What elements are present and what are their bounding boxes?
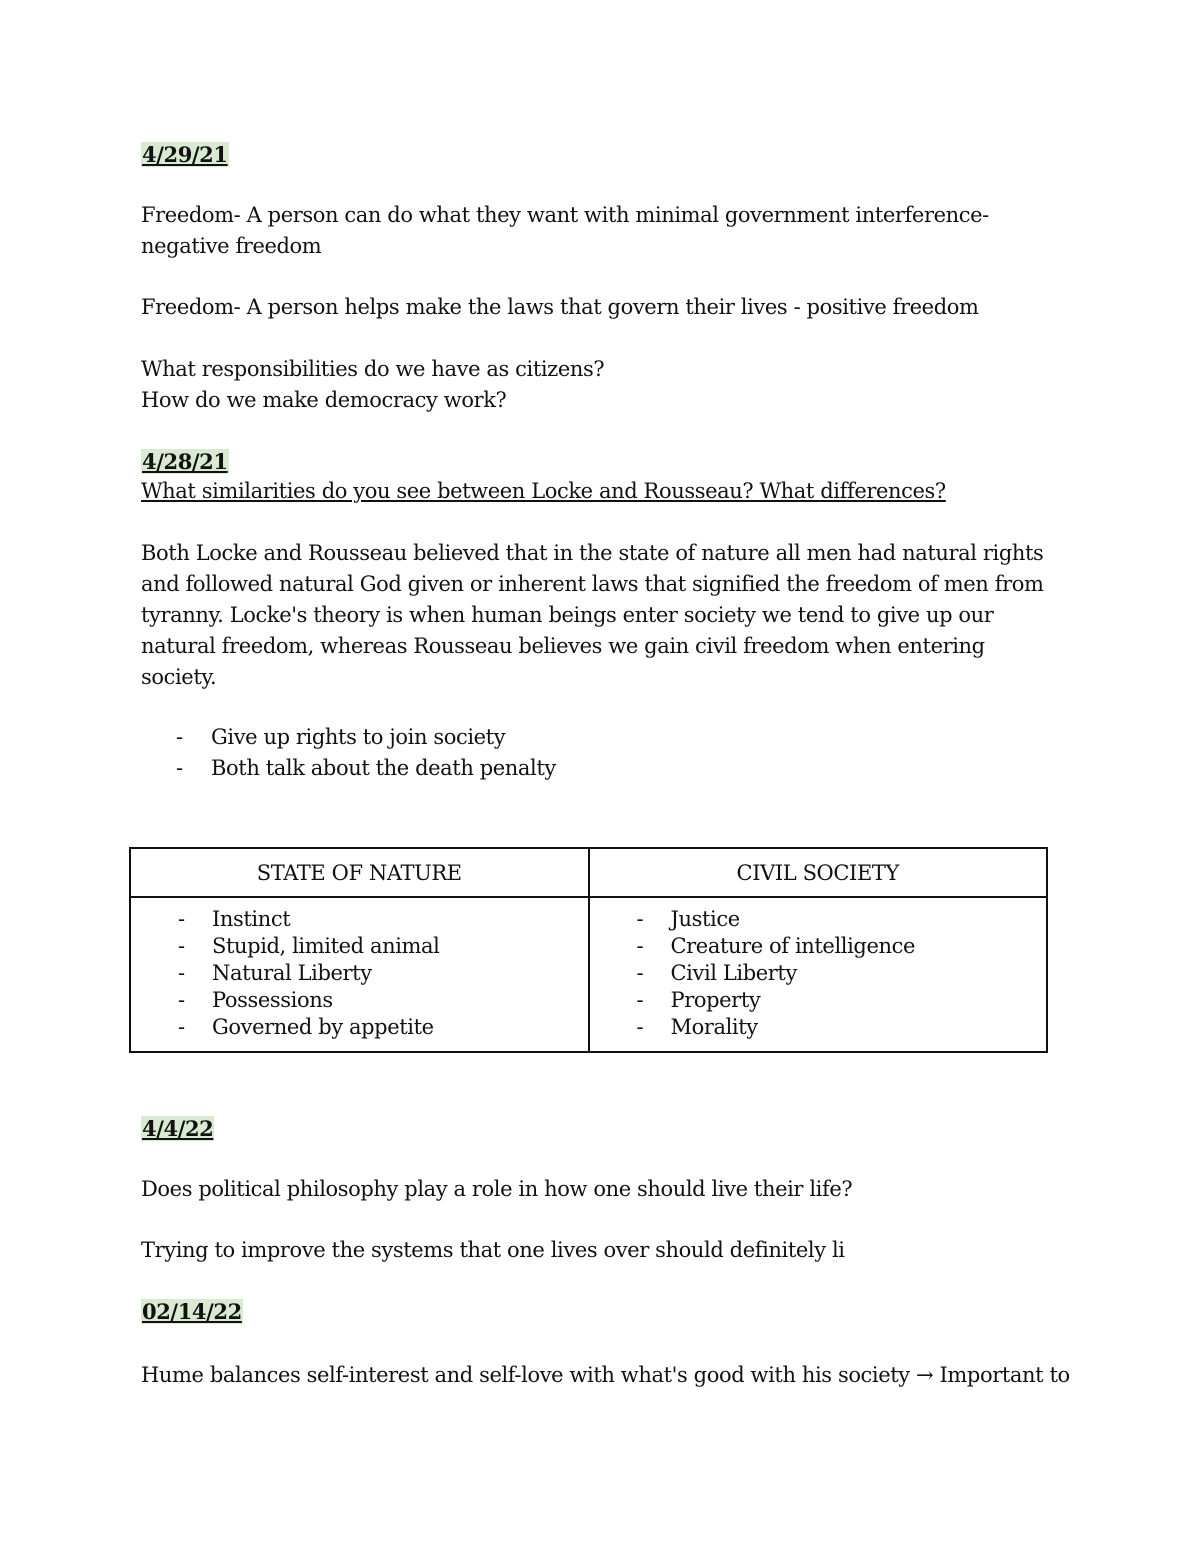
bullet-list — [172, 722, 556, 784]
date-label: 4/28/21 — [142, 449, 228, 474]
bullet-dash: - — [176, 756, 183, 780]
list-item — [590, 906, 1047, 933]
list-item-text: Instinct — [212, 907, 291, 931]
text-line: Trying to improve the systems that one lives over should definitely li — [141, 1238, 845, 1262]
bullet-dash: - — [178, 961, 185, 985]
list-item-text: Possessions — [212, 988, 333, 1012]
list-item — [131, 987, 588, 1014]
text-line: Hume balances self-interest and self-love with what's good with his society → Important to — [141, 1363, 1070, 1387]
question-line: Does political philosophy play a role in how one should live their life? — [141, 1177, 853, 1201]
bullet-dash: - — [636, 988, 644, 1012]
comparison-table — [129, 847, 1048, 1053]
section-date — [141, 139, 229, 171]
section-date — [141, 1113, 214, 1145]
list-item — [131, 906, 588, 933]
table-header-cell: CIVIL SOCIETY — [589, 848, 1048, 897]
text-line: Freedom- A person helps make the laws that govern their lives - positive freedom — [141, 295, 979, 319]
bullet-dash: - — [178, 988, 185, 1012]
question-line: How do we make democracy work? — [141, 388, 507, 412]
list-item — [131, 933, 588, 960]
text-line: negative freedom — [141, 234, 322, 258]
date-label: 4/4/22 — [142, 1116, 214, 1141]
list-item-text: Give up rights to join society — [211, 725, 506, 749]
list-item-text: Governed by appetite — [212, 1015, 434, 1039]
list-item — [590, 1014, 1047, 1041]
list-item-text: Justice — [670, 907, 740, 931]
date-label: 02/14/22 — [142, 1299, 242, 1324]
bullet-dash: - — [636, 961, 644, 985]
bullet-dash: - — [178, 907, 185, 931]
table-cell-civil-society — [589, 897, 1048, 1052]
bullet-dash: - — [636, 1015, 644, 1039]
list-item-text: Civil Liberty — [670, 961, 797, 985]
list-item — [590, 960, 1047, 987]
bullet-dash: - — [178, 934, 185, 958]
date-label: 4/29/21 — [142, 142, 228, 167]
list-item-text: Morality — [670, 1015, 758, 1039]
table-header-cell: STATE OF NATURE — [130, 848, 589, 897]
bullet-dash: - — [636, 934, 644, 958]
list-item-text: Property — [670, 988, 761, 1012]
list-item — [590, 987, 1047, 1014]
section-date — [141, 446, 229, 478]
bullet-dash: - — [636, 907, 644, 931]
list-item — [131, 960, 588, 987]
list-item-text: Natural Liberty — [212, 961, 372, 985]
list-item-text: Creature of intelligence — [670, 934, 915, 958]
bullet-dash: - — [178, 1015, 185, 1039]
table-cell-state-of-nature — [130, 897, 589, 1052]
list-item — [172, 753, 556, 784]
body-paragraph: Both Locke and Rousseau believed that in the state of nature all men had natural rights and followed natural God given or inherent laws that signified the freedom of men from tyranny. Locke's theory is when human beings enter society we tend to give up our natural freedom, whereas Rousseau believes we gain civil freedom when entering society. — [141, 541, 1044, 689]
table-row — [130, 897, 1047, 1052]
list-item-text: Stupid, limited animal — [212, 934, 440, 958]
cell-list — [590, 906, 1047, 1041]
question-line: What responsibilities do we have as citizens? — [141, 357, 605, 381]
text-line: Freedom- A person can do what they want with minimal government interference- — [141, 203, 989, 227]
list-item — [172, 722, 556, 753]
list-item-text: Both talk about the death penalty — [211, 756, 556, 780]
list-item — [590, 933, 1047, 960]
bullet-dash: - — [176, 725, 183, 749]
table-header-row — [130, 848, 1047, 897]
cell-list — [131, 906, 588, 1041]
prompt-question: What similarities do you see between Locke and Rousseau? What differences? — [141, 479, 946, 503]
section-date — [141, 1296, 243, 1328]
list-item — [131, 1014, 588, 1041]
